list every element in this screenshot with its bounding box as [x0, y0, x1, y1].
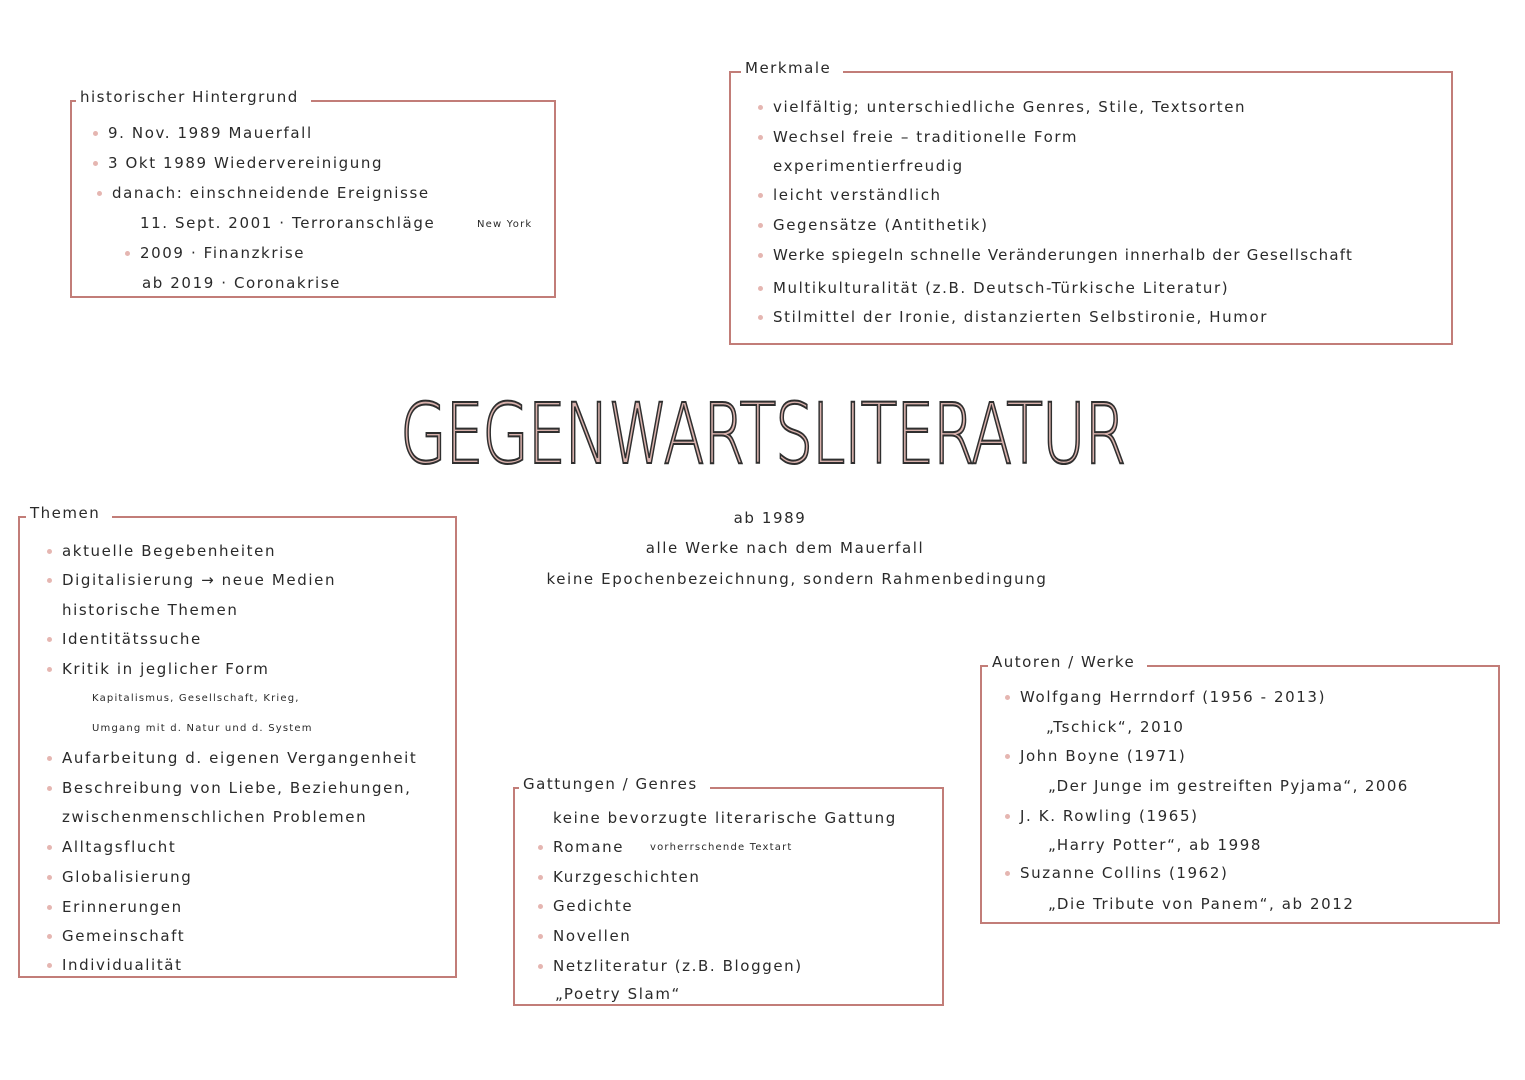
- autoren-line: Wolfgang Herrndorf (1956 - 2013): [1020, 688, 1327, 706]
- box-gattungen: [513, 775, 944, 1006]
- merkmale-line: vielfältig; unterschiedliche Genres, Stile, Textsorten: [773, 98, 1247, 116]
- gattungen-line: Novellen: [553, 927, 632, 945]
- autoren-line: „Tschick“, 2010: [1046, 718, 1185, 736]
- hintergrund-line: ab 2019 · Coronakrise: [142, 274, 341, 292]
- hintergrund-line: 3 Okt 1989 Wiedervereinigung: [108, 154, 384, 172]
- heading-themen: Themen: [26, 504, 112, 522]
- hintergrund-line: 11. Sept. 2001 · Terroranschläge: [140, 214, 436, 232]
- themen-line: aktuelle Begebenheiten: [62, 542, 277, 560]
- hintergrund-line: 9. Nov. 1989 Mauerfall: [108, 124, 313, 142]
- heading-historischer-hintergrund: historischer Hintergrund: [76, 88, 311, 106]
- autoren-line: „Harry Potter“, ab 1998: [1048, 836, 1263, 854]
- gattungen-line: Kurzgeschichten: [553, 868, 701, 886]
- autoren-line: „Der Junge im gestreiften Pyjama“, 2006: [1048, 777, 1409, 795]
- box-autoren: [980, 653, 1500, 924]
- themen-line: Kapitalismus, Gesellschaft, Krieg,: [92, 693, 300, 704]
- themen-line: zwischenmenschlichen Problemen: [62, 808, 368, 826]
- heading-autoren: Autoren / Werke: [988, 653, 1147, 671]
- intro-line: keine Epochenbezeichnung, sondern Rahmenbedingung: [546, 570, 1048, 588]
- themen-line: Individualität: [62, 956, 183, 974]
- autoren-line: J. K. Rowling (1965): [1020, 807, 1199, 825]
- gattungen-line: Gedichte: [553, 897, 634, 915]
- themen-line: historische Themen: [62, 601, 239, 619]
- themen-line: Identitätssuche: [62, 630, 202, 648]
- gattungen-line: Netzliteratur (z.B. Bloggen): [553, 957, 803, 975]
- box-merkmale: [729, 59, 1453, 345]
- merkmale-line: Multikulturalität (z.B. Deutsch-Türkische Literatur): [773, 279, 1230, 297]
- themen-line: Umgang mit d. Natur und d. System: [92, 723, 313, 734]
- intro-line: alle Werke nach dem Mauerfall: [645, 539, 925, 557]
- merkmale-line: Stilmittel der Ironie, distanzierten Selbstironie, Humor: [773, 308, 1269, 326]
- themen-line: Aufarbeitung d. eigenen Vergangenheit: [62, 749, 418, 767]
- heading-merkmale: Merkmale: [741, 59, 843, 77]
- themen-line: Kritik in jeglicher Form: [62, 660, 270, 678]
- merkmale-line: Wechsel freie – traditionelle Form: [773, 128, 1079, 146]
- hintergrund-line: 2009 · Finanzkrise: [140, 244, 306, 262]
- autoren-line: Suzanne Collins (1962): [1020, 864, 1229, 882]
- themen-line: Digitalisierung → neue Medien: [62, 571, 337, 589]
- gattungen-line: Romane: [553, 838, 625, 856]
- themen-line: Globalisierung: [62, 868, 193, 886]
- heading-gattungen: Gattungen / Genres: [519, 775, 710, 793]
- intro-line: ab 1989: [733, 509, 807, 527]
- hintergrund-line: danach: einschneidende Ereignisse: [112, 184, 430, 202]
- themen-line: Gemeinschaft: [62, 927, 186, 945]
- merkmale-line: Werke spiegeln schnelle Veränderungen innerhalb der Gesellschaft: [773, 246, 1354, 264]
- autoren-line: John Boyne (1971): [1020, 747, 1187, 765]
- autoren-line: „Die Tribute von Panem“, ab 2012: [1048, 895, 1355, 913]
- box-themen: [18, 504, 457, 978]
- page-title: GEGENWARTSLITERATUR: [399, 385, 1126, 483]
- gattungen-line: „Poetry Slam“: [555, 985, 681, 1003]
- merkmale-line: leicht verständlich: [773, 186, 942, 204]
- themen-line: Alltagsflucht: [62, 838, 177, 856]
- themen-line: Beschreibung von Liebe, Beziehungen,: [62, 779, 412, 797]
- box-historischer-hintergrund: [70, 88, 556, 298]
- hintergrund-note: New York: [477, 219, 533, 230]
- gattungen-note: vorherrschende Textart: [650, 842, 793, 853]
- merkmale-line: Gegensätze (Antithetik): [773, 216, 989, 234]
- merkmale-line: experimentierfreudig: [773, 157, 964, 175]
- gattungen-line: keine bevorzugte literarische Gattung: [553, 809, 897, 827]
- themen-line: Erinnerungen: [62, 898, 183, 916]
